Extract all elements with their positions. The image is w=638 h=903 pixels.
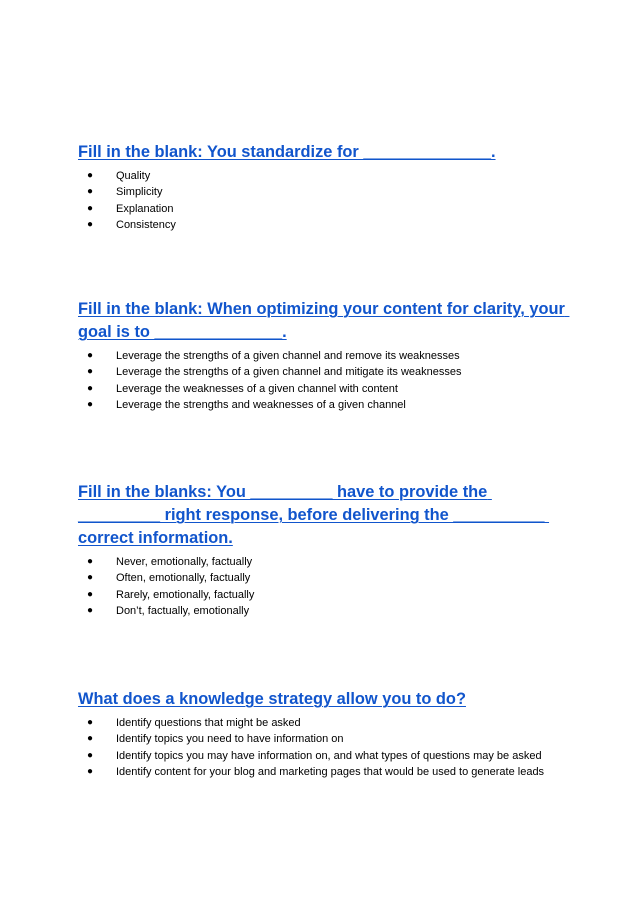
list-item — [78, 168, 568, 184]
question-4-options — [78, 715, 568, 780]
bullet-icon: ● — [87, 186, 94, 198]
bullet-icon: ● — [87, 717, 94, 728]
option-text: Leverage the strengths and weaknesses of a given channel — [116, 398, 406, 411]
list-item — [78, 184, 568, 200]
list-item — [78, 570, 568, 586]
option-text: Identify content for your blog and marketing pages that would be used to generate leads — [116, 765, 545, 778]
list-item — [78, 715, 568, 731]
list-item — [78, 764, 568, 780]
bullet-icon: ● — [87, 556, 94, 567]
bullet-icon: ● — [87, 218, 94, 230]
bullet-icon: ● — [87, 350, 94, 361]
bullet-icon: ● — [87, 765, 94, 777]
question-3 — [78, 481, 568, 619]
option-text: Explanation — [116, 202, 174, 215]
option-text: Simplicity — [116, 186, 163, 199]
question-2-options — [78, 348, 568, 413]
list-item — [78, 364, 568, 380]
option-text: Leverage the weaknesses of a given channel with content — [116, 382, 398, 395]
question-4-heading: What does a knowledge strategy allow you to do? — [78, 690, 466, 708]
bullet-icon: ● — [87, 382, 94, 394]
option-text: Often, emotionally, factually — [116, 572, 251, 585]
option-text: Identify topics you may have information on, and what types of questions may be asked — [116, 749, 542, 762]
bullet-icon: ● — [87, 733, 94, 745]
option-text: Leverage the strengths of a given channel and remove its weaknesses — [116, 350, 460, 362]
option-text: Leverage the strengths of a given channel and mitigate its weaknesses — [116, 366, 462, 379]
bullet-icon: ● — [87, 398, 94, 410]
list-item — [78, 217, 568, 233]
option-text: Identify topics you need to have information on — [116, 733, 344, 746]
list-item — [78, 201, 568, 217]
question-1-heading: Fill in the blank: You standardize for ______________. — [78, 143, 496, 161]
option-text: Never, emotionally, factually — [116, 556, 253, 568]
list-item — [78, 554, 568, 570]
bullet-icon: ● — [87, 588, 94, 600]
bullet-icon: ● — [87, 572, 94, 584]
list-item — [78, 397, 568, 413]
question-1 — [78, 141, 568, 233]
list-item — [78, 603, 568, 619]
question-2 — [78, 298, 568, 413]
option-text: Rarely, emotionally, factually — [116, 588, 255, 601]
question-2-heading: Fill in the blank: When optimizing your content for clarity, your goal is to ______________. — [78, 300, 570, 341]
bullet-icon: ● — [87, 749, 94, 761]
list-item — [78, 381, 568, 397]
bullet-icon: ● — [87, 170, 94, 181]
bullet-icon: ● — [87, 604, 94, 616]
option-text: Quality — [116, 170, 151, 182]
question-4 — [78, 688, 568, 780]
question-1-options — [78, 168, 568, 233]
list-item — [78, 731, 568, 747]
question-3-heading: Fill in the blanks: You _________ have to provide the _________ right response, before delivering the __________ correct information. — [78, 483, 550, 547]
option-text: Consistency — [116, 218, 176, 231]
option-text: Identify questions that might be asked — [116, 717, 301, 729]
list-item — [78, 348, 568, 364]
option-text: Don’t, factually, emotionally — [116, 604, 250, 617]
list-item — [78, 587, 568, 603]
bullet-icon: ● — [87, 202, 94, 214]
bullet-icon: ● — [87, 366, 94, 378]
question-3-options — [78, 554, 568, 619]
list-item — [78, 748, 568, 764]
